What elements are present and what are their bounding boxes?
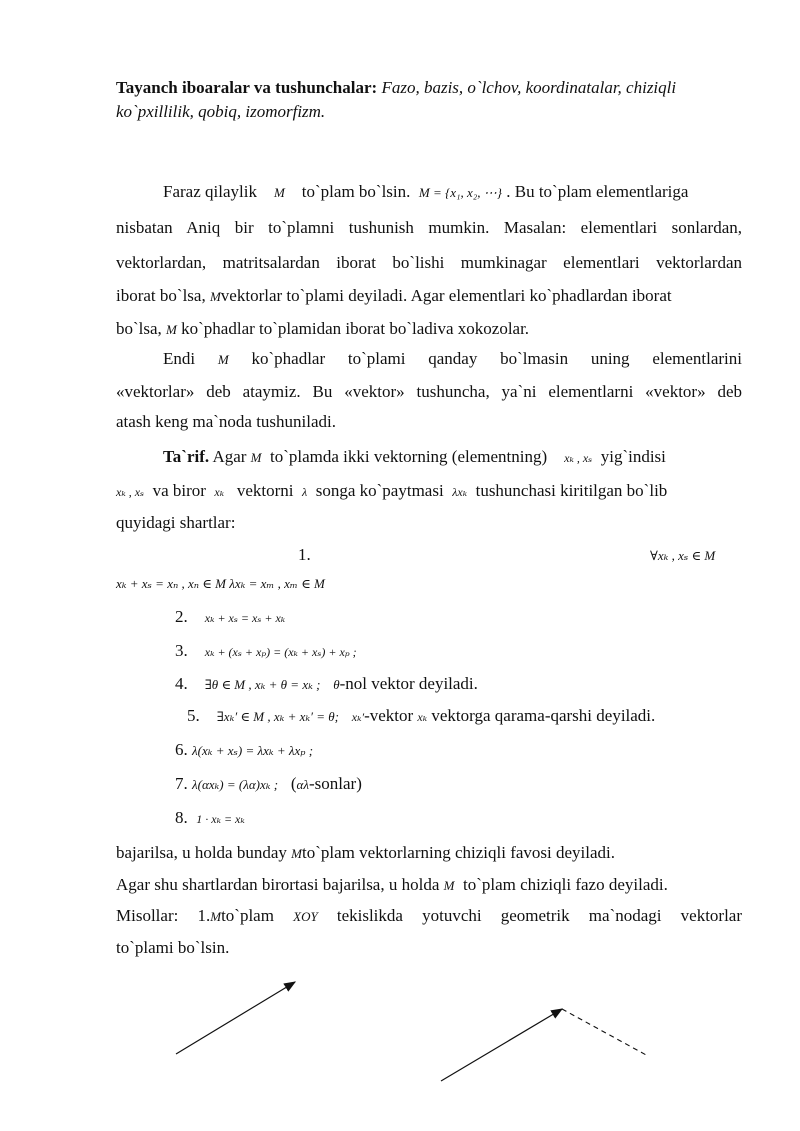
text: Misollar: 1. — [116, 906, 211, 925]
keywords-list: Fazo, bazis, o`lchov, koordinatalar, chiziqli — [381, 78, 677, 97]
math-expression: λ(αxₖ) = (λα)xₖ ; — [192, 777, 279, 792]
math-set-expression: M = {x₁, x₂, ⋯} — [418, 185, 502, 200]
text: ( — [290, 774, 297, 793]
vector-arrow-1 — [176, 982, 295, 1054]
definition-line-3: quyidagi shartlar: — [116, 513, 236, 532]
text: ko`phadlar to`plamidan iborat bo`ladiva xokozolar. — [181, 319, 530, 338]
math-expression: λ(xₖ + xₛ) = λxₖ + λxₚ ; — [192, 743, 314, 758]
math-symbol: xₖ , xₛ — [564, 451, 593, 465]
keywords-label: Tayanch iboaralar va tushunchalar: — [116, 78, 378, 97]
text: Faraz qilaylik — [163, 182, 257, 201]
text: tekislikda yotuvchi geometrik ma`nodagi vektorlar — [336, 906, 743, 925]
axiom-number: 6. — [175, 740, 188, 759]
text: va biror — [152, 481, 206, 500]
math-expression: xₖ + (xₛ + xₚ) = (xₖ + xₛ) + xₚ ; — [204, 645, 357, 659]
math-symbol: M — [217, 352, 229, 367]
axiom-number: 2. — [175, 607, 188, 626]
para2-line-3: atash keng ma`noda tushuniladi. — [116, 412, 337, 431]
text: vektorga qarama-qarshi deyiladi. — [431, 706, 656, 725]
conclusion-line-4: to`plami bo`lsin. — [116, 938, 230, 957]
vector-arrow-2 — [441, 1009, 562, 1081]
text: Agar shu shartlardan birortasi bajarilsa, u holda — [116, 875, 440, 894]
math-expression: xₖ + xₛ = xₙ , xₙ ∈ M λxₖ = xₘ , xₘ ∈ M — [116, 576, 325, 591]
axiom-number: 4. — [175, 674, 188, 693]
math-symbol: XOY — [293, 909, 318, 924]
text: . Bu to`plam elementlariga — [506, 182, 689, 201]
text: bajarilsa, u holda bunday — [116, 843, 287, 862]
text: songa ko`paytmasi — [315, 481, 444, 500]
axiom-1-number: 1. — [298, 545, 311, 564]
math-expression: ∃xₖ′ ∈ M , xₖ + xₖ′ = θ; — [216, 709, 339, 724]
para1-line-3: vektorlardan, matritsalardan iborat bo`lishi mumkinagar elementlari vektorlardan — [116, 253, 742, 272]
math-symbol: xₖ , xₛ — [116, 485, 145, 499]
math-symbol: M — [209, 289, 221, 304]
definition-label: Ta`rif. — [163, 447, 210, 466]
text: iborat bo`lsa, — [116, 286, 206, 305]
text: -sonlar) — [309, 774, 362, 793]
math-expression: ∃θ ∈ M , xₖ + θ = xₖ ; — [204, 677, 321, 692]
dashed-line — [562, 1009, 648, 1056]
text: Endi — [163, 349, 196, 368]
text: bo`lsa, — [116, 319, 162, 338]
math-symbol: λ — [302, 485, 308, 499]
text: vektorni — [236, 481, 294, 500]
math-symbol: xₖ — [417, 710, 428, 724]
para1-line-2: nisbatan Aniq bir to`plamni tushunish mumkin. Masalan: elementlari sonlardan, — [116, 218, 742, 237]
math-symbol: M — [291, 846, 302, 861]
text: to`plam chiziqli fazo deyiladi. — [462, 875, 668, 894]
math-symbol: θ — [333, 677, 340, 692]
axiom-number: 5. — [187, 706, 200, 725]
math-expression: 1 · xₖ = xₖ — [196, 812, 245, 826]
axiom-number: 8. — [175, 808, 188, 827]
text: -nol vektor deyiladi. — [339, 674, 478, 693]
math-symbol: M — [166, 322, 177, 337]
para2-line-2: «vektorlar» deb ataymiz. Bu «vektor» tushuncha, ya`ni elementlarni «vektor» deb — [116, 382, 742, 401]
text: to`plam vektorlarning chiziqli favosi deyiladi. — [302, 843, 615, 862]
math-symbol: M — [210, 909, 222, 924]
math-symbol: M — [250, 450, 262, 465]
math-symbol: M — [443, 878, 455, 893]
math-symbol: M — [273, 185, 285, 200]
text: yig`indisi — [600, 447, 666, 466]
text: to`plamda ikki vektorning (elementning) — [270, 447, 548, 466]
axiom-number: 7. — [175, 774, 188, 793]
math-symbol: xₖ — [214, 485, 225, 499]
text: ko`phadlar to`plami qanday bo`lmasin uning elementlarini — [251, 349, 743, 368]
keywords-list-cont: ko`pxillilik, qobiq, izomorfizm. — [116, 102, 326, 121]
axiom-number: 3. — [175, 641, 188, 660]
text: tushunchasi kiritilgan bo`lib — [475, 481, 668, 500]
text: Agar — [212, 447, 247, 466]
math-expression: xₖ + xₛ = xₛ + xₖ — [204, 611, 286, 625]
math-expression: ∀xₖ , xₛ ∈ M — [650, 548, 716, 563]
text: -vektor — [364, 706, 414, 725]
text: to`plam — [221, 906, 274, 925]
math-symbol: λxₖ — [452, 485, 468, 499]
math-symbol: xₖ′ — [351, 710, 365, 724]
math-symbol: αλ — [296, 777, 309, 792]
text: to`plam bo`lsin. — [301, 182, 411, 201]
text: vektorlar to`plami deyiladi. Agar elementlari ko`phadlardan iborat — [220, 286, 672, 305]
